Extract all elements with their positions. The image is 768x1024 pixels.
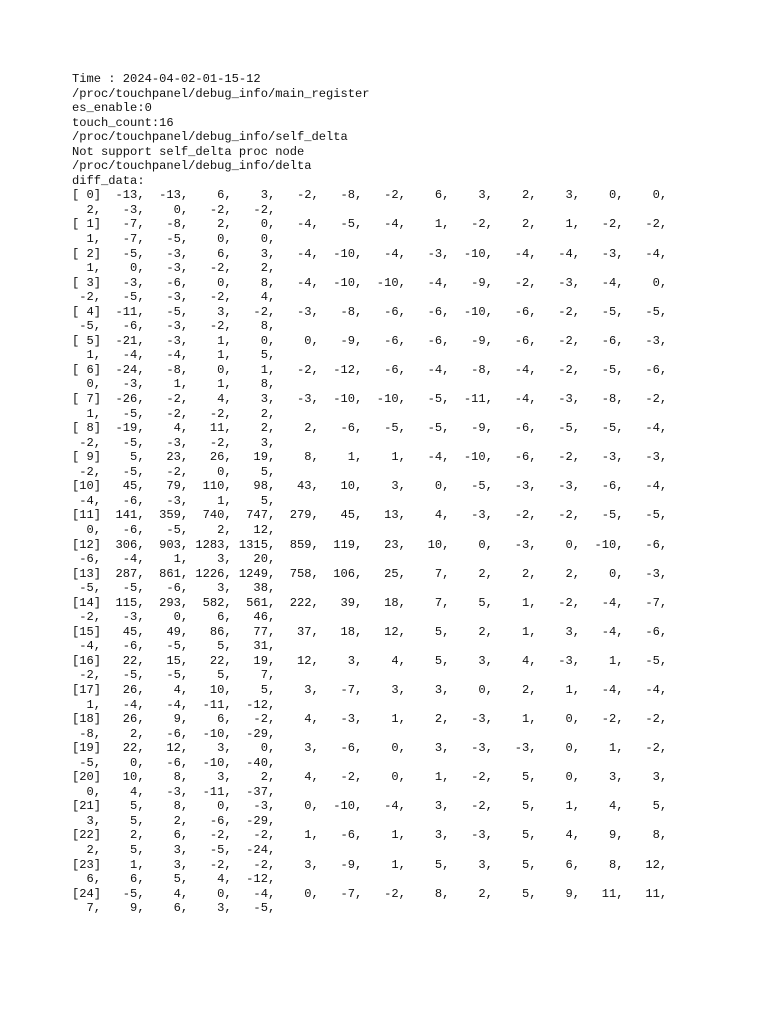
- diff-row-2-part-1: [ 2] -5, -3, 6, 3, -4, -10, -4, -3, -10, -4, -4, -3, -4,: [72, 246, 668, 261]
- diff-row-23-part-2: 6, 6, 5, 4, -12,: [72, 872, 276, 887]
- diff-data-heading: diff_data:: [72, 173, 145, 188]
- diff-row-4-part-2: -5, -6, -3, -2, 8,: [72, 319, 276, 334]
- diff-row-17-part-2: 1, -4, -4, -11, -12,: [72, 697, 276, 712]
- diff-row-8-part-2: -2, -5, -3, -2, 3,: [72, 435, 276, 450]
- diff-data-table: [72, 188, 712, 915]
- log-header: [72, 72, 712, 188]
- diff-row-12-part-2: -6, -4, 1, 3, 20,: [72, 552, 276, 567]
- diff-row-14-part-1: [14] 115, 293, 582, 561, 222, 39, 18, 7, 5, 1, -2, -4, -7,: [72, 595, 668, 610]
- touch-count-line: touch_count:16: [72, 115, 174, 130]
- diff-row-3-part-1: [ 3] -3, -6, 0, 8, -4, -10, -10, -4, -9, -2, -3, -4, 0,: [72, 275, 668, 290]
- diff-row-13-part-2: -5, -5, -6, 3, 38,: [72, 581, 276, 596]
- diff-row-6-part-2: 0, -3, 1, 1, 8,: [72, 377, 276, 392]
- diff-row-21-part-1: [21] 5, 8, 0, -3, 0, -10, -4, 3, -2, 5, 1, 4, 5,: [72, 799, 668, 814]
- diff-row-16-part-2: -2, -5, -5, 5, 7,: [72, 668, 276, 683]
- diff-row-23-part-1: [23] 1, 3, -2, -2, 3, -9, 1, 5, 3, 5, 6, 8, 12,: [72, 857, 668, 872]
- diff-row-19-part-2: -5, 0, -6, -10, -40,: [72, 755, 276, 770]
- diff-row-1-part-2: 1, -7, -5, 0, 0,: [72, 232, 276, 247]
- diff-row-5-part-2: 1, -4, -4, 1, 5,: [72, 348, 276, 363]
- diff-row-8-part-1: [ 8] -19, 4, 11, 2, 2, -6, -5, -5, -9, -6, -5, -5, -4,: [72, 421, 668, 436]
- timestamp-line: Time : 2024-04-02-01-15-12: [72, 72, 261, 86]
- diff-row-10-part-1: [10] 45, 79, 110, 98, 43, 10, 3, 0, -5, -3, -3, -6, -4,: [72, 479, 668, 494]
- diff-row-4-part-1: [ 4] -11, -5, 3, -2, -3, -8, -6, -6, -10, -6, -2, -5, -5,: [72, 304, 668, 319]
- diff-row-15-part-1: [15] 45, 49, 86, 77, 37, 18, 12, 5, 2, 1, 3, -4, -6,: [72, 624, 668, 639]
- diff-row-0-part-2: 2, -3, 0, -2, -2,: [72, 202, 276, 217]
- diff-row-11-part-2: 0, -6, -5, 2, 12,: [72, 522, 276, 537]
- diff-row-17-part-1: [17] 26, 4, 10, 5, 3, -7, 3, 3, 0, 2, 1, -4, -4,: [72, 682, 668, 697]
- diff-row-3-part-2: -2, -5, -3, -2, 4,: [72, 290, 276, 305]
- diff-row-9-part-2: -2, -5, -2, 0, 5,: [72, 464, 276, 479]
- diff-row-18-part-1: [18] 26, 9, 6, -2, 4, -3, 1, 2, -3, 1, 0, -2, -2,: [72, 712, 668, 727]
- diff-row-2-part-2: 1, 0, -3, -2, 2,: [72, 261, 276, 276]
- self-delta-path: /proc/touchpanel/debug_info/self_delta: [72, 130, 348, 145]
- diff-row-10-part-2: -4, -6, -3, 1, 5,: [72, 493, 276, 508]
- diff-row-19-part-1: [19] 22, 12, 3, 0, 3, -6, 0, 3, -3, -3, 0, 1, -2,: [72, 741, 668, 756]
- delta-path: /proc/touchpanel/debug_info/delta: [72, 159, 312, 174]
- diff-row-12-part-1: [12] 306, 903, 1283, 1315, 859, 119, 23, 10, 0, -3, 0, -10, -6,: [72, 537, 668, 552]
- diff-row-9-part-1: [ 9] 5, 23, 26, 19, 8, 1, 1, -4, -10, -6, -2, -3, -3,: [72, 450, 668, 465]
- diff-row-22-part-1: [22] 2, 6, -2, -2, 1, -6, 1, 3, -3, 5, 4, 9, 8,: [72, 828, 668, 843]
- diff-row-7-part-2: 1, -5, -2, -2, 2,: [72, 406, 276, 421]
- diff-row-21-part-2: 3, 5, 2, -6, -29,: [72, 813, 276, 828]
- diff-row-22-part-2: 2, 5, 3, -5, -24,: [72, 842, 276, 857]
- debug-log-document: [72, 72, 712, 916]
- diff-row-20-part-2: 0, 4, -3, -11, -37,: [72, 784, 276, 799]
- diff-row-5-part-1: [ 5] -21, -3, 1, 0, 0, -9, -6, -6, -9, -6, -2, -6, -3,: [72, 333, 668, 348]
- diff-row-0-part-1: [ 0] -13, -13, 6, 3, -2, -8, -2, 6, 3, 2, 3, 0, 0,: [72, 188, 668, 203]
- diff-row-15-part-2: -4, -6, -5, 5, 31,: [72, 639, 276, 654]
- diff-row-1-part-1: [ 1] -7, -8, 2, 0, -4, -5, -4, 1, -2, 2, 1, -2, -2,: [72, 217, 668, 232]
- diff-row-14-part-2: -2, -3, 0, 6, 46,: [72, 610, 276, 625]
- diff-row-24-part-1: [24] -5, 4, 0, -4, 0, -7, -2, 8, 2, 5, 9, 11, 11,: [72, 886, 668, 901]
- main-register-path: /proc/touchpanel/debug_info/main_register: [72, 86, 370, 101]
- diff-row-7-part-1: [ 7] -26, -2, 4, 3, -3, -10, -10, -5, -11, -4, -3, -8, -2,: [72, 392, 668, 407]
- diff-row-24-part-2: 7, 9, 6, 3, -5,: [72, 901, 276, 916]
- es-enable-line: es_enable:0: [72, 101, 152, 116]
- diff-row-16-part-1: [16] 22, 15, 22, 19, 12, 3, 4, 5, 3, 4, -3, 1, -5,: [72, 653, 668, 668]
- diff-row-20-part-1: [20] 10, 8, 3, 2, 4, -2, 0, 1, -2, 5, 0, 3, 3,: [72, 770, 668, 785]
- diff-row-6-part-1: [ 6] -24, -8, 0, 1, -2, -12, -6, -4, -8, -4, -2, -5, -6,: [72, 362, 668, 377]
- diff-row-11-part-1: [11] 141, 359, 740, 747, 279, 45, 13, 4, -3, -2, -2, -5, -5,: [72, 508, 668, 523]
- diff-row-13-part-1: [13] 287, 861, 1226, 1249, 758, 106, 25, 7, 2, 2, 2, 0, -3,: [72, 566, 668, 581]
- self-delta-message: Not support self_delta proc node: [72, 144, 305, 159]
- diff-row-18-part-2: -8, 2, -6, -10, -29,: [72, 726, 276, 741]
